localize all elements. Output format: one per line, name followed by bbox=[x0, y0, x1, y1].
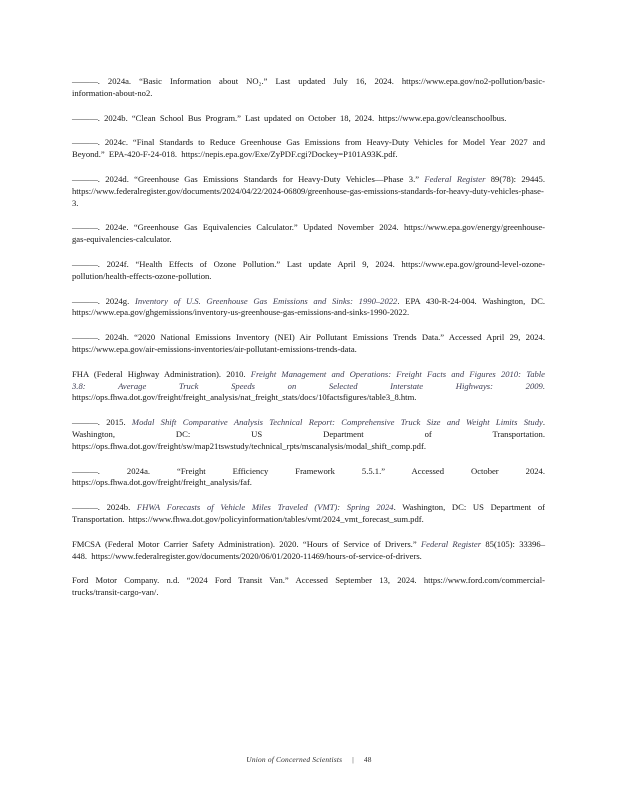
reference-text: FMCSA (Federal Motor Carrier Safety Administration). 2020. “Hours of Service of Drivers.” bbox=[72, 538, 421, 549]
reference-entry bbox=[72, 332, 545, 356]
reference-entry bbox=[72, 113, 545, 125]
reference-entry bbox=[72, 296, 545, 320]
reference-publication-title: Federal Register bbox=[420, 538, 482, 549]
page-footer bbox=[0, 755, 618, 764]
footer-organization-name: Union of Concerned Scientists bbox=[246, 755, 343, 764]
reference-entry bbox=[72, 369, 545, 404]
reference-entry bbox=[72, 174, 545, 209]
reference-publication-title: Freight Management and Operations: Freight Facts and Figures 2010: Table 3.8: Average Truck Speeds on Selected Interstate Highways: 2009. bbox=[72, 368, 545, 391]
reference-text: ———. 2015. bbox=[72, 417, 132, 428]
reference-entry bbox=[72, 539, 545, 563]
reference-entry bbox=[72, 417, 545, 452]
reference-text: ———. 2024g. bbox=[72, 295, 135, 306]
reference-text: FHA (Federal Highway Administration). 2010. bbox=[72, 368, 251, 379]
reference-text: ———. 2024d. “Greenhouse Gas Emissions Standards for Heavy-Duty Vehicles—Phase 3.” bbox=[72, 173, 425, 184]
reference-text: ———. 2024e. “Greenhouse Gas Equivalencies Calculator.” Updated November 2024. https://www.epa.gov/energy/greenhouse-gas-equivalencies-calculator. bbox=[72, 222, 545, 245]
reference-entry bbox=[72, 76, 545, 100]
reference-entry bbox=[72, 222, 545, 246]
reference-text: https://ops.fhwa.dot.gov/freight/freight_analysis/nat_freight_stats/docs/10factsfigures/table3_8.htm. bbox=[72, 392, 417, 403]
reference-entry bbox=[72, 259, 545, 283]
reference-text: ———. 2024b. bbox=[72, 502, 137, 513]
reference-text: Ford Motor Company. n.d. “2024 Ford Transit Van.” Accessed September 13, 2024. https://www.ford.com/commercial-trucks/transit-cargo-van/. bbox=[72, 575, 545, 598]
reference-text: 89(78): 29445. https://www.federalregister.gov/documents/2024/04/22/2024-06809/greenhouse-gas-emissions-standards-for-heavy-duty-vehicles-phase-3. bbox=[72, 173, 545, 208]
reference-entry bbox=[72, 502, 545, 526]
reference-publication-title: FHWA Forecasts of Vehicle Miles Traveled (VMT): Spring 2024 bbox=[136, 502, 394, 513]
reference-entry bbox=[72, 575, 545, 599]
reference-text: . Washington, DC: US Department of Transportation. https://ops.fhwa.dot.gov/freight/sw/map21tswstudy/technical_rpts/mscanalysis/modal_shift_comp.pdf. bbox=[72, 417, 545, 451]
reference-text: ———. 2024f. “Health Effects of Ozone Pollution.” Last update April 9, 2024. https://www.epa.gov/ground-level-ozone-pollution/health-effects-ozone-pollution. bbox=[72, 258, 545, 281]
reference-entry bbox=[72, 466, 545, 490]
references-list bbox=[72, 76, 545, 599]
reference-text: 85(105): 33396–448. https://www.federalregister.gov/documents/2020/06/01/2020-11469/hours-of-service-of-drivers. bbox=[72, 538, 545, 561]
reference-text: . Washington, DC: US Department of Transportation. https://www.fhwa.dot.gov/policyinformation/tables/vmt/2024_vmt_forecast_sum.pdf. bbox=[72, 502, 545, 524]
reference-publication-title: Federal Register bbox=[424, 173, 486, 184]
reference-text: ———. 2024c. “Final Standards to Reduce Greenhouse Gas Emissions from Heavy-Duty Vehicles for Model Year 2027 and Beyond.” EPA-420-F-24-018. https://nepis.epa.gov/Exe/ZyPDF.cgi?Dockey=P101A93K.pdf. bbox=[72, 137, 545, 160]
reference-text: ———. 2024a. “Basic Information about NO₂.” Last updated July 16, 2024. https://www.epa.gov/no2-pollution/basic-information-about-no2. bbox=[72, 76, 545, 98]
reference-publication-title: Inventory of U.S. Greenhouse Gas Emissions and Sinks: 1990–2022 bbox=[134, 295, 398, 306]
reference-text: ———. 2024b. “Clean School Bus Program.” Last updated on October 18, 2024. https://www.epa.gov/cleanschoolbus. bbox=[72, 112, 507, 123]
footer-separator: | bbox=[352, 755, 354, 764]
reference-text: ———. 2024a. “Freight Efficiency Framework 5.5.1.” Accessed October 2024. https://ops.fhwa.dot.gov/freight/freight_analysis/faf. bbox=[72, 465, 545, 488]
reference-publication-title: Modal Shift Comparative Analysis Technical Report: Comprehensive Truck Size and Weight Limits Study bbox=[131, 417, 543, 428]
reference-text: . EPA 430-R-24-004. Washington, DC. https://www.epa.gov/ghgemissions/inventory-us-greenhouse-gas-emissions-and-sinks-1990-2022. bbox=[72, 295, 545, 318]
footer-page-number: 48 bbox=[363, 755, 372, 764]
reference-entry bbox=[72, 137, 545, 161]
reference-text: ———. 2024h. “2020 National Emissions Inventory (NEI) Air Pollutant Emissions Trends Data.” Accessed April 29, 2024. https://www.epa.gov/air-emissions-inventories/air-pollutant-emissions-trends-data. bbox=[72, 332, 545, 354]
